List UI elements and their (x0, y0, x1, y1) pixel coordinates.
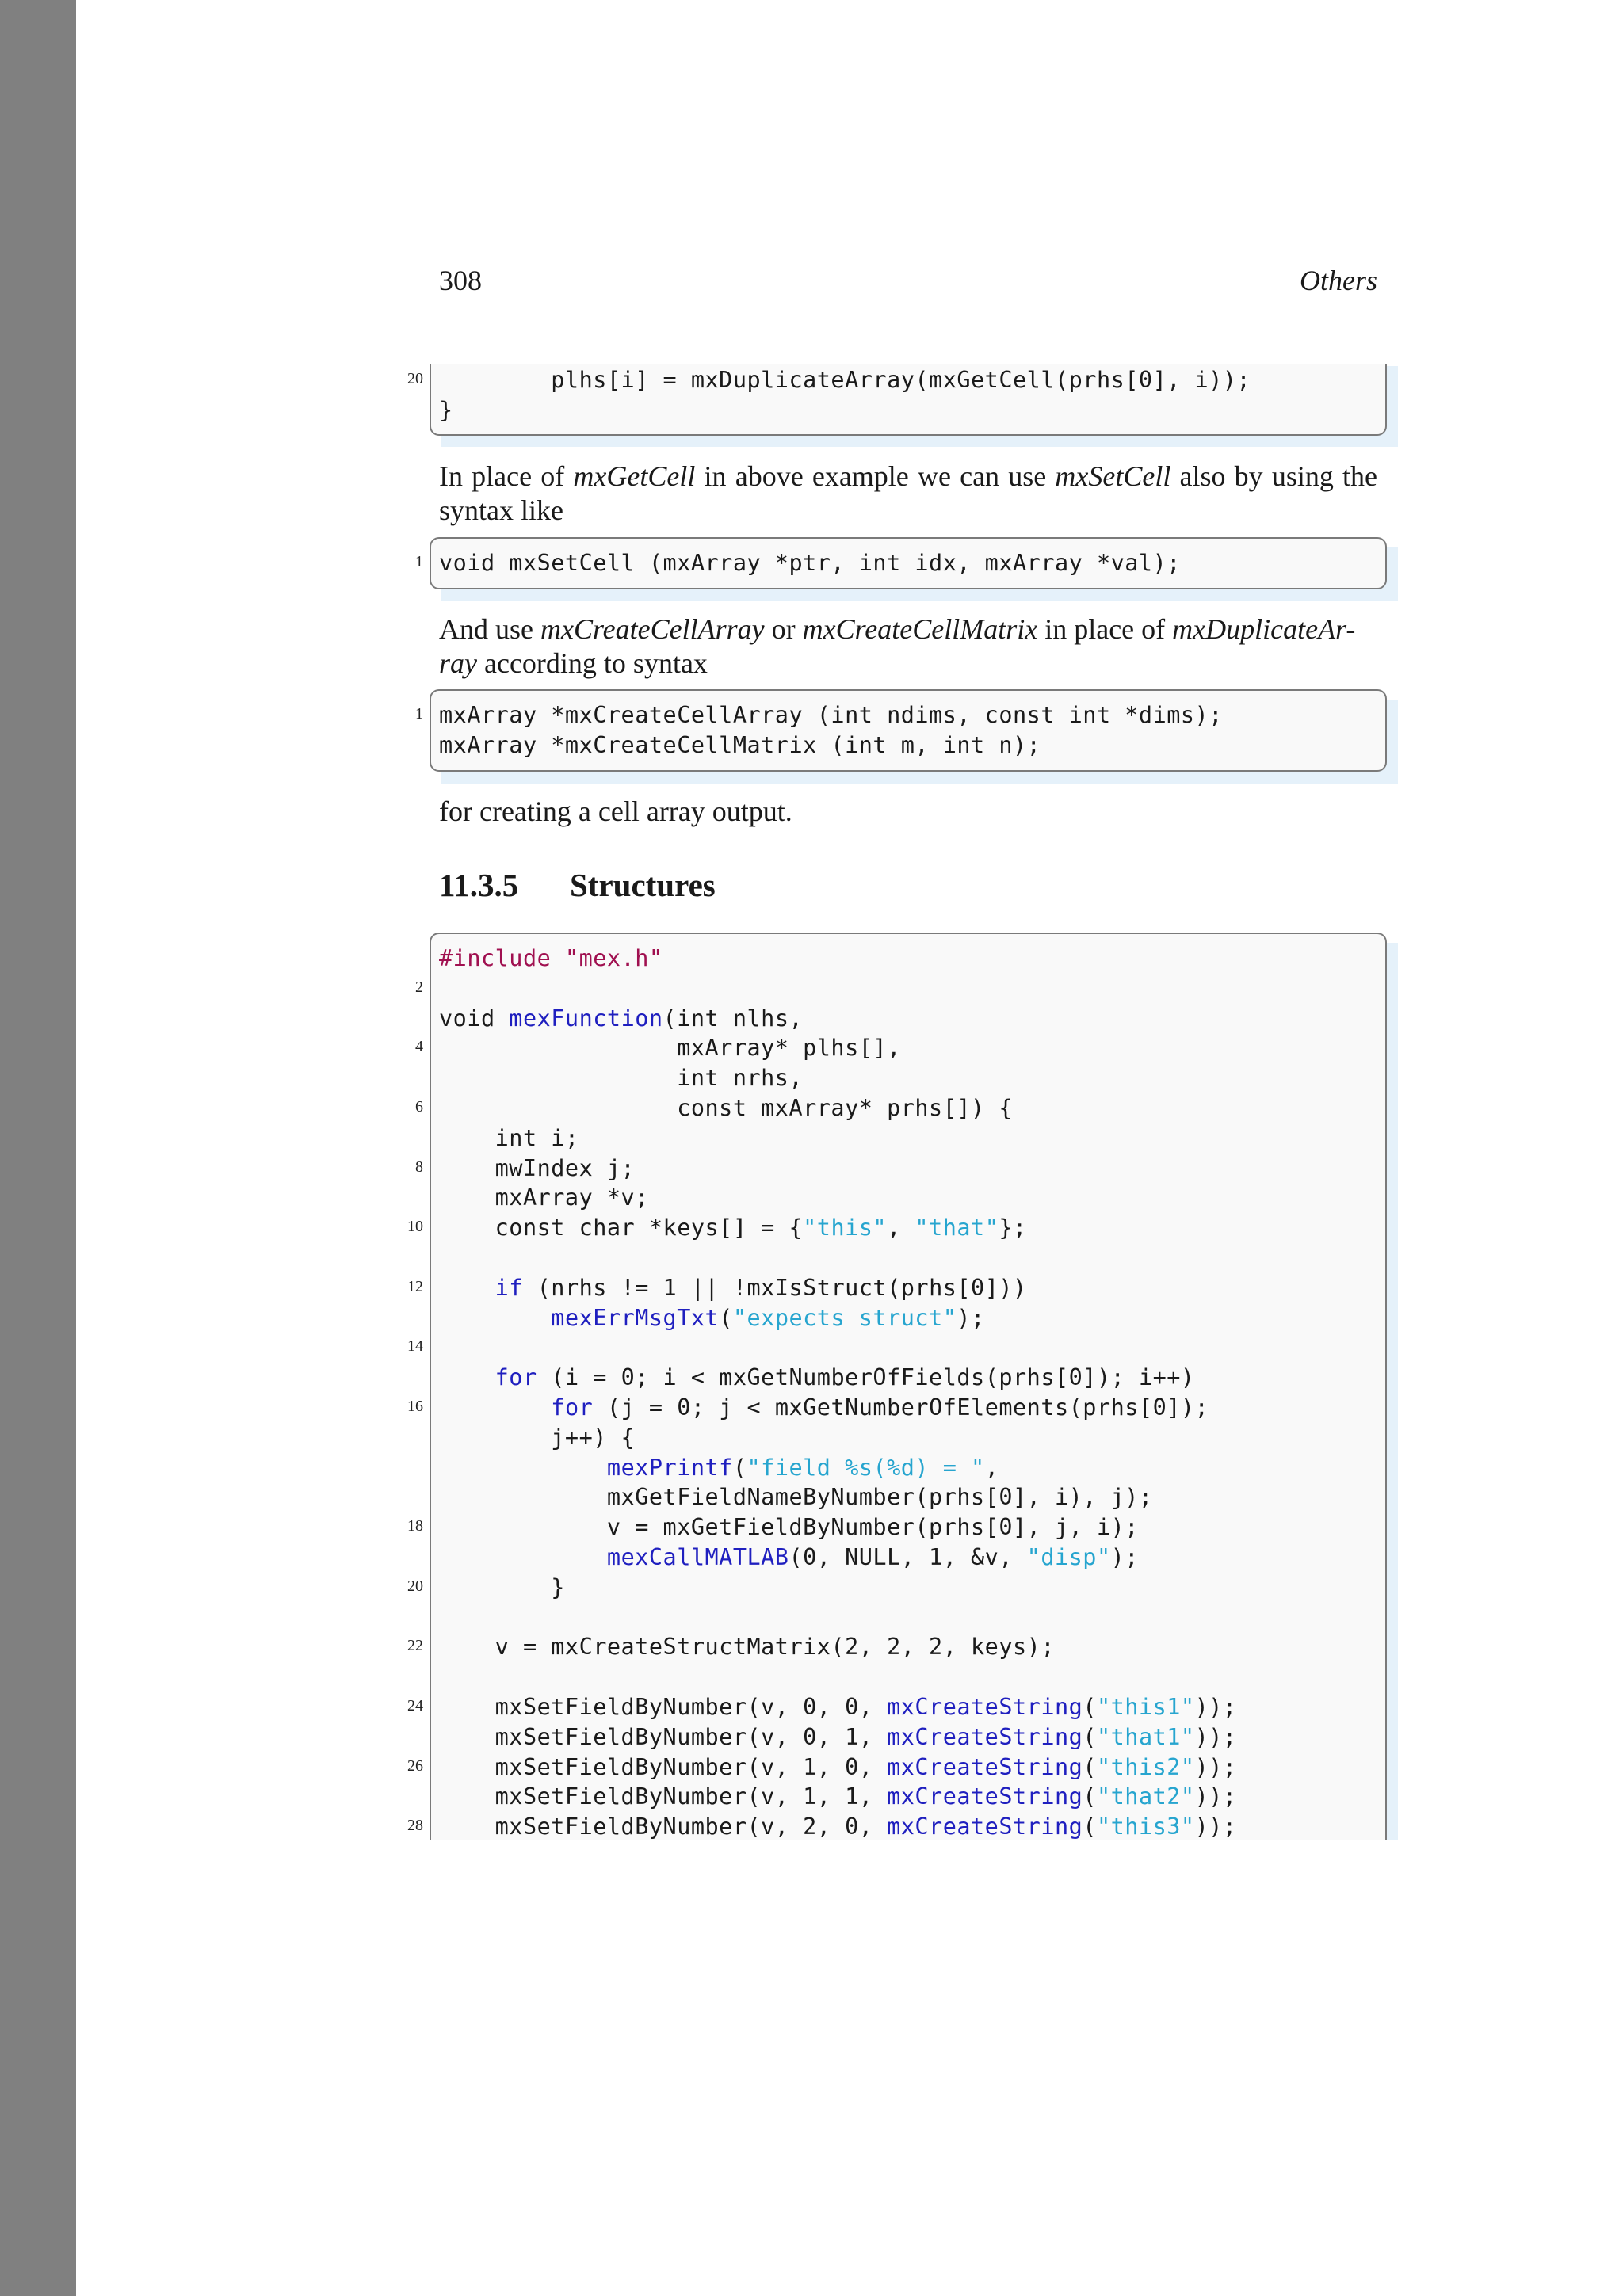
line-number: 20 (407, 370, 423, 387)
line-number: 14 (407, 1337, 423, 1356)
line-number: 1 (415, 553, 423, 570)
code-line: if (nrhs != 1 || !mxIsStruct(prhs[0])) (495, 1274, 1027, 1301)
code-line: j++) { (439, 1424, 636, 1451)
code-line: mexErrMsgTxt("expects struct"); (551, 1304, 985, 1331)
code-line: mxArray *mxCreateCellMatrix (int m, int n); (439, 731, 1041, 758)
code-line: #include "mex.h" (439, 945, 663, 971)
line-number: 1 (415, 705, 423, 723)
code-line: int nrhs, (439, 1065, 804, 1092)
line-number: 24 (407, 1697, 423, 1714)
running-head: Others (1300, 265, 1377, 296)
code-line: void mexFunction(int nlhs, (439, 1005, 804, 1032)
code-line: mxGetFieldNameByNumber(prhs[0], i), j); (439, 1484, 1153, 1511)
code-line: v = mxGetFieldByNumber(prhs[0], j, i); (439, 1514, 1139, 1541)
line-number: 20 (407, 1577, 423, 1595)
code-line: } (439, 1573, 565, 1600)
line-number: 8 (415, 1158, 423, 1176)
code-line: mxSetFieldByNumber(v, 0, 1, mxCreateString("that1")); (439, 1723, 1237, 1750)
line-number: 10 (407, 1218, 423, 1236)
code-line: mxSetFieldByNumber(v, 1, 0, mxCreateString("this2")); (439, 1753, 1237, 1780)
code-line: v = mxCreateStructMatrix(2, 2, 2, keys); (439, 1634, 1055, 1661)
code-line: const char *keys[] = {"this", "that"}; (439, 1215, 1027, 1241)
code-line: mxArray* plhs[], (439, 1035, 901, 1062)
code-line: int i; (439, 1124, 579, 1151)
line-number: 6 (415, 1098, 423, 1116)
code-line: const mxArray* prhs[]) { (439, 1095, 1013, 1121)
line-number: 4 (415, 1038, 423, 1056)
paragraph-createcell: And use mxCreateCellArray or mxCreateCellMatrix in place of mxDuplicateAr- ray according to syntax (439, 613, 1356, 679)
section-heading: 11.3.5 Structures (439, 867, 716, 903)
line-number: 22 (407, 1637, 423, 1655)
code-line: void mxSetCell (mxArray *ptr, int idx, mxArray *val); (439, 550, 1181, 576)
paragraph-cell-output: for creating a cell array output. (439, 795, 792, 827)
code-line: plhs[i] = mxDuplicateArray(mxGetCell(prhs[0], i)); (439, 367, 1251, 393)
page-number: 308 (439, 265, 482, 296)
code-line: mxArray *v; (439, 1184, 649, 1211)
code-line: mxSetFieldByNumber(v, 2, 0, mxCreateString("this3")); (439, 1814, 1237, 1840)
code-line: mxArray *mxCreateCellArray (int ndims, const int *dims); (439, 702, 1223, 728)
code-line: mexPrintf("field %s(%d) = ", (606, 1454, 999, 1481)
line-number: 18 (407, 1517, 423, 1535)
code-line: for (j = 0; j < mxGetNumberOfElements(prhs[0]); (551, 1394, 1209, 1421)
line-number: 26 (407, 1756, 423, 1775)
code-line: } (439, 396, 453, 423)
paragraph-setcell: In place of mxGetCell in above example we can use mxSetCell also by using the syntax like (439, 460, 1377, 526)
code-line: mwIndex j; (439, 1154, 636, 1181)
code-line: mexCallMATLAB(0, NULL, 1, &v, "disp"); (606, 1544, 1139, 1570)
code-line: mxSetFieldByNumber(v, 1, 1, mxCreateString("that2")); (439, 1783, 1237, 1810)
line-number: 16 (407, 1398, 423, 1415)
line-number: 2 (415, 978, 423, 996)
line-number: 12 (407, 1277, 423, 1295)
page-gutter (0, 0, 76, 2296)
code-line: for (i = 0; i < mxGetNumberOfFields(prhs[0]); i++) (495, 1364, 1195, 1391)
code-line: mxSetFieldByNumber(v, 0, 0, mxCreateString("this1")); (439, 1694, 1237, 1720)
line-number: 28 (407, 1817, 423, 1835)
